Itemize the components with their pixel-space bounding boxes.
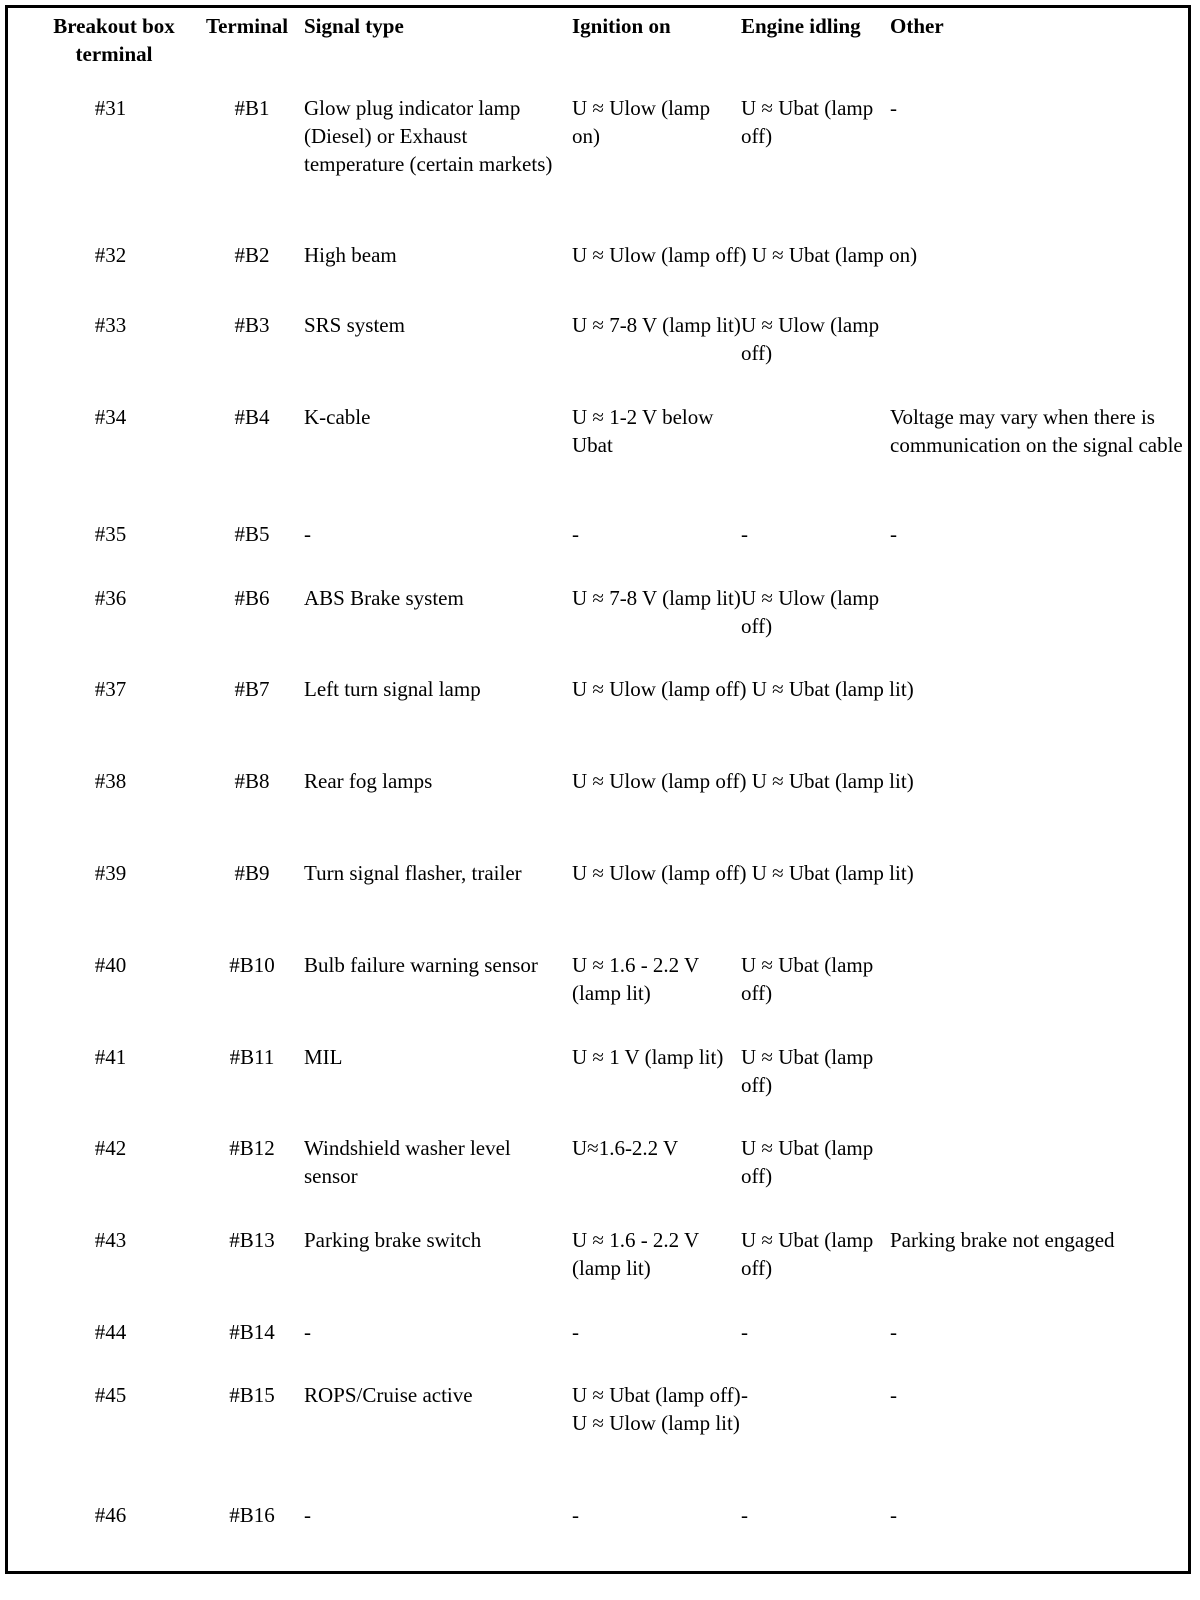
cell-ignition-on: U ≈ 1 V (lamp lit) — [572, 1045, 724, 1069]
cell-engine-idling: - — [741, 522, 748, 546]
cell-terminal: #B7 — [234, 677, 270, 701]
cell-terminal: #B14 — [229, 1320, 275, 1344]
cell-engine-idling: - — [741, 1320, 748, 1344]
cell-signal-type: Turn signal flasher, trailer — [304, 861, 522, 885]
cell-terminal: #B9 — [234, 861, 270, 885]
cell-breakout-box-terminal: #37 — [94, 677, 127, 701]
cell-breakout-box-terminal: #33 — [94, 313, 127, 337]
cell-breakout-box-terminal: #36 — [94, 586, 127, 610]
cell-terminal: #B8 — [234, 769, 270, 793]
cell-breakout-box-terminal: #43 — [94, 1228, 127, 1252]
cell-signal-type: Left turn signal lamp — [304, 677, 481, 701]
cell-breakout-box-terminal: #38 — [94, 769, 127, 793]
cell-terminal: #B3 — [234, 313, 270, 337]
cell-ignition-on: U ≈ Ulow (lamp off) U ≈ Ubat (lamp on) — [572, 243, 918, 267]
cell-ignition-on: U ≈ 1-2 V below Ubat — [572, 405, 714, 457]
cell-terminal: #B16 — [229, 1503, 275, 1527]
cell-breakout-box-terminal: #31 — [94, 96, 127, 120]
cell-signal-type: Glow plug indicator lamp (Diesel) or Exhaust temperature (certain markets) — [304, 96, 553, 176]
cell-ignition-on: U ≈ 1.6 - 2.2 V (lamp lit) — [572, 1228, 699, 1280]
cell-terminal: #B5 — [234, 522, 270, 546]
table-frame — [5, 5, 1191, 1574]
cell-signal-type: High beam — [304, 243, 397, 267]
cell-ignition-on: U ≈ 7-8 V (lamp lit) — [572, 586, 741, 610]
cell-terminal: #B1 — [234, 96, 270, 120]
header-other: Other — [890, 14, 944, 38]
cell-engine-idling: U ≈ Ubat (lamp off) — [741, 953, 874, 1005]
cell-terminal: #B13 — [229, 1228, 275, 1252]
cell-ignition-on: U ≈ 1.6 - 2.2 V (lamp lit) — [572, 953, 699, 1005]
cell-breakout-box-terminal: #40 — [94, 953, 127, 977]
cell-signal-type: Windshield washer level sensor — [304, 1136, 511, 1188]
cell-engine-idling: - — [741, 1383, 748, 1407]
cell-engine-idling: U ≈ Ulow (lamp off) — [741, 313, 880, 365]
header-engine-idling: Engine idling — [741, 14, 861, 38]
cell-engine-idling: U ≈ Ubat (lamp off) — [741, 96, 874, 148]
cell-terminal: #B4 — [234, 405, 270, 429]
cell-engine-idling: - — [741, 1503, 748, 1527]
cell-ignition-on: U≈1.6-2.2 V — [572, 1136, 679, 1160]
cell-ignition-on: - — [572, 1320, 579, 1344]
cell-terminal: #B2 — [234, 243, 270, 267]
cell-breakout-box-terminal: #41 — [94, 1045, 127, 1069]
cell-ignition-on: - — [572, 522, 579, 546]
cell-engine-idling: U ≈ Ubat (lamp off) — [741, 1045, 874, 1097]
cell-signal-type: ROPS/Cruise active — [304, 1383, 473, 1407]
header-signal-type: Signal type — [304, 14, 404, 38]
cell-ignition-on: U ≈ Ulow (lamp on) — [572, 96, 711, 148]
cell-signal-type: Rear fog lamps — [304, 769, 433, 793]
cell-ignition-on: U ≈ Ulow (lamp off) U ≈ Ubat (lamp lit) — [572, 769, 914, 793]
cell-other: - — [890, 1503, 897, 1527]
cell-terminal: #B6 — [234, 586, 270, 610]
header-breakout-box-terminal: Breakout box terminal — [53, 14, 175, 66]
cell-signal-type: MIL — [304, 1045, 343, 1069]
cell-signal-type: - — [304, 1320, 311, 1344]
cell-ignition-on: U ≈ Ulow (lamp off) U ≈ Ubat (lamp lit) — [572, 677, 914, 701]
cell-engine-idling: U ≈ Ulow (lamp off) — [741, 586, 880, 638]
cell-other: - — [890, 96, 897, 120]
cell-breakout-box-terminal: #39 — [94, 861, 127, 885]
cell-engine-idling: U ≈ Ubat (lamp off) — [741, 1228, 874, 1280]
cell-terminal: #B15 — [229, 1383, 275, 1407]
cell-terminal: #B10 — [229, 953, 275, 977]
cell-ignition-on: U ≈ Ulow (lamp off) U ≈ Ubat (lamp lit) — [572, 861, 914, 885]
cell-ignition-on: U ≈ 7-8 V (lamp lit) — [572, 313, 741, 337]
cell-breakout-box-terminal: #46 — [94, 1503, 127, 1527]
cell-engine-idling: U ≈ Ubat (lamp off) — [741, 1136, 874, 1188]
cell-signal-type: SRS system — [304, 313, 405, 337]
cell-breakout-box-terminal: #32 — [94, 243, 127, 267]
cell-signal-type: Bulb failure warning sensor — [304, 953, 538, 977]
cell-other: - — [890, 1383, 897, 1407]
cell-ignition-on: U ≈ Ubat (lamp off) U ≈ Ulow (lamp lit) — [572, 1383, 741, 1435]
cell-other: - — [890, 522, 897, 546]
cell-terminal: #B11 — [229, 1045, 275, 1069]
cell-signal-type: - — [304, 522, 311, 546]
header-terminal: Terminal — [206, 14, 289, 38]
cell-signal-type: - — [304, 1503, 311, 1527]
cell-breakout-box-terminal: #44 — [94, 1320, 127, 1344]
header-ignition-on: Ignition on — [572, 14, 671, 38]
cell-breakout-box-terminal: #42 — [94, 1136, 127, 1160]
cell-signal-type: K-cable — [304, 405, 371, 429]
cell-other: - — [890, 1320, 897, 1344]
cell-signal-type: Parking brake switch — [304, 1228, 482, 1252]
cell-other: Parking brake not engaged — [890, 1228, 1115, 1252]
cell-ignition-on: - — [572, 1503, 579, 1527]
cell-breakout-box-terminal: #45 — [94, 1383, 127, 1407]
cell-breakout-box-terminal: #35 — [94, 522, 127, 546]
cell-other: Voltage may vary when there is communication on the signal cable — [890, 405, 1183, 457]
cell-breakout-box-terminal: #34 — [94, 405, 127, 429]
cell-terminal: #B12 — [229, 1136, 275, 1160]
cell-signal-type: ABS Brake system — [304, 586, 464, 610]
